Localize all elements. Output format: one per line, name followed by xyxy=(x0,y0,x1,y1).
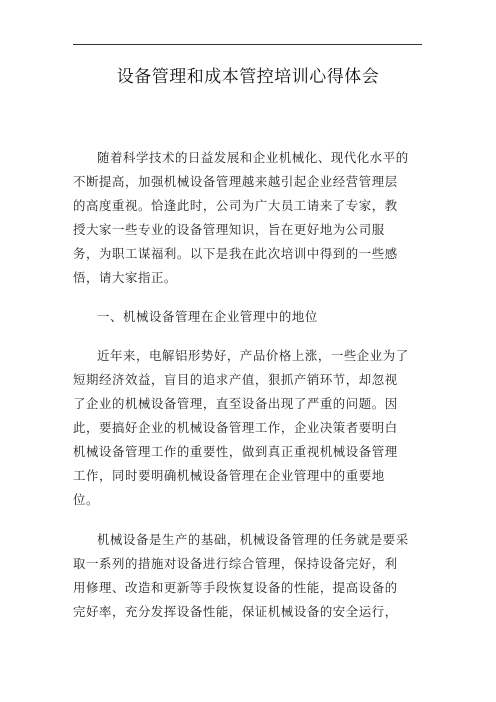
paragraph-line: 随着科学技术的日益发展和企业机械化、现代化水平的 xyxy=(97,150,409,165)
paragraph-line: 短期经济效益，盲目的追求产值，狠抓产销环节，却忽视 xyxy=(73,372,398,387)
paragraph-line: 近年来，电解铝形势好，产品价格上涨，一些企业为了 xyxy=(97,348,409,363)
paragraph-line: 完好率，充分发挥设备性能，保证机械设备的安全运行， xyxy=(73,604,398,619)
paragraph-line: 授大家一些专业的设备管理知识，旨在更好地为公司服 xyxy=(73,222,385,237)
paragraph-line: 取一系列的措施对设备进行综合管理，保持设备完好，利 xyxy=(73,556,398,571)
paragraph-line: 了企业的机械设备管理，直至设备出现了严重的问题。因 xyxy=(73,396,398,411)
paragraph-line: 不断提高，加强机械设备管理越来越引起企业经营管理层 xyxy=(73,174,398,189)
paragraph-line: 用修理、改造和更新等手段恢复设备的性能，提高设备的 xyxy=(73,580,398,595)
paragraph-line: 的高度重视。恰逢此时，公司为广大员工请来了专家，教 xyxy=(73,198,398,213)
paragraph-line: 悟，请大家指正。 xyxy=(73,270,177,285)
paragraph-line: 务，为职工谋福利。以下是我在此次培训中得到的一些感 xyxy=(73,246,398,261)
paragraph-line: 工作，同时要明确机械设备管理在企业管理中的重要地 xyxy=(73,468,385,483)
section-heading: 一、机械设备管理在企业管理中的地位 xyxy=(97,309,318,324)
paragraph-line: 机械设备是生产的基础，机械设备管理的任务就是要采 xyxy=(97,532,409,547)
document-title: 设备管理和成本管控培训心得体会 xyxy=(116,67,380,87)
paragraph-line: 机械设备管理工作的重要性，做到真正重视机械设备管理 xyxy=(73,444,398,459)
paragraph-line: 此，要搞好企业的机械设备管理工作，企业决策者要明白 xyxy=(73,420,398,435)
paragraph-line: 位。 xyxy=(73,492,99,507)
header-rule xyxy=(73,44,422,45)
